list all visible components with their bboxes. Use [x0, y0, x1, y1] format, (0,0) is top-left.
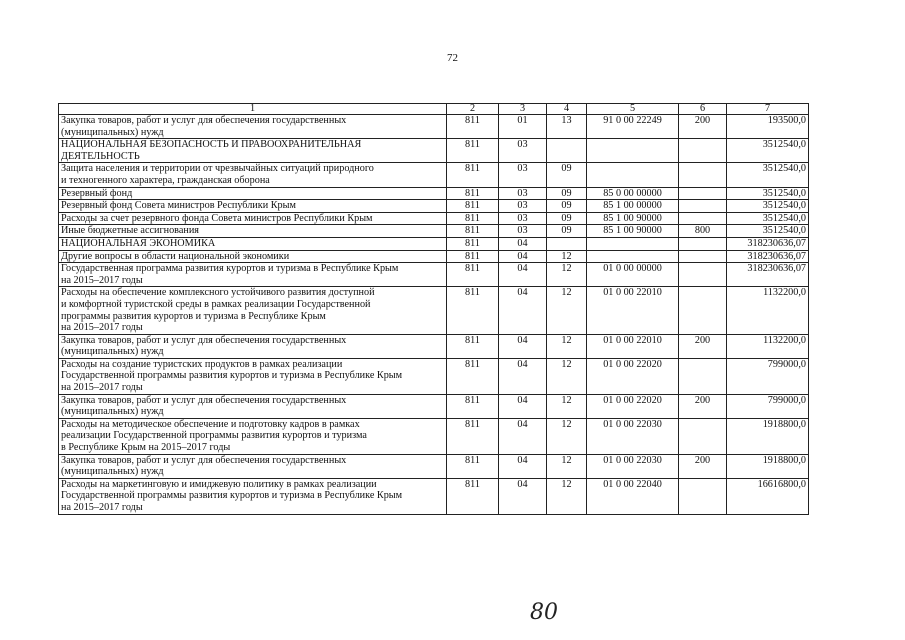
row-section-cell: 01: [499, 115, 547, 139]
row-amount-cell: 3512540,0: [727, 225, 809, 238]
table-row: [59, 212, 809, 225]
table-row: [59, 334, 809, 358]
header-cell: 4: [547, 104, 587, 115]
row-name-cell: Закупка товаров, работ и услуг для обеспечения государственных (муниципальных) нужд: [59, 334, 447, 358]
row-subsection-cell: 09: [547, 163, 587, 187]
row-subsection-cell: 12: [547, 478, 587, 514]
row-subsection-cell: 12: [547, 358, 587, 394]
row-code-cell: 811: [447, 358, 499, 394]
row-name-cell: Иные бюджетные ассигнования: [59, 225, 447, 238]
row-section-cell: 04: [499, 263, 547, 287]
row-expense-type-cell: 200: [679, 454, 727, 478]
row-target-article-cell: 01 0 00 22030: [587, 454, 679, 478]
row-amount-cell: 1132200,0: [727, 287, 809, 334]
row-code-cell: 811: [447, 200, 499, 213]
row-target-article-cell: [587, 139, 679, 163]
header-cell: 1: [59, 104, 447, 115]
row-expense-type-cell: 200: [679, 334, 727, 358]
row-expense-type-cell: [679, 287, 727, 334]
row-name-cell: Расходы на маркетинговую и имиджевую политику в рамках реализации Государственной программы развития курортов и туризма в Республике Крым на 2015–2017 годы: [59, 478, 447, 514]
header-cell: 5: [587, 104, 679, 115]
row-subsection-cell: 12: [547, 263, 587, 287]
row-section-cell: 03: [499, 200, 547, 213]
row-section-cell: 04: [499, 250, 547, 263]
row-subsection-cell: 13: [547, 115, 587, 139]
row-section-cell: 04: [499, 454, 547, 478]
row-expense-type-cell: [679, 263, 727, 287]
row-code-cell: 811: [447, 287, 499, 334]
row-expense-type-cell: [679, 478, 727, 514]
row-name-cell: Резервный фонд: [59, 187, 447, 200]
row-subsection-cell: 09: [547, 200, 587, 213]
row-expense-type-cell: [679, 139, 727, 163]
row-section-cell: 04: [499, 394, 547, 418]
row-section-cell: 04: [499, 358, 547, 394]
table-row: [59, 187, 809, 200]
row-amount-cell: 3512540,0: [727, 139, 809, 163]
row-target-article-cell: 01 0 00 22010: [587, 334, 679, 358]
table-row: [59, 225, 809, 238]
row-name-cell: НАЦИОНАЛЬНАЯ ЭКОНОМИКА: [59, 237, 447, 250]
row-target-article-cell: 01 0 00 22010: [587, 287, 679, 334]
row-subsection-cell: [547, 139, 587, 163]
row-subsection-cell: 12: [547, 454, 587, 478]
table-row: [59, 237, 809, 250]
row-amount-cell: 3512540,0: [727, 163, 809, 187]
row-name-cell: Расходы за счет резервного фонда Совета министров Республики Крым: [59, 212, 447, 225]
header-cell: 6: [679, 104, 727, 115]
row-amount-cell: 1918800,0: [727, 418, 809, 454]
row-expense-type-cell: [679, 237, 727, 250]
row-code-cell: 811: [447, 334, 499, 358]
header-cell: 3: [499, 104, 547, 115]
row-expense-type-cell: [679, 200, 727, 213]
row-expense-type-cell: [679, 187, 727, 200]
row-name-cell: Расходы на создание туристских продуктов в рамках реализации Государственной программы развития курортов и туризма в Республике Крым на 2015–2017 годы: [59, 358, 447, 394]
row-name-cell: Защита населения и территории от чрезвычайных ситуаций природного и техногенного характера, гражданская оборона: [59, 163, 447, 187]
row-code-cell: 811: [447, 263, 499, 287]
row-section-cell: 03: [499, 139, 547, 163]
row-target-article-cell: 01 0 00 22040: [587, 478, 679, 514]
table-row: [59, 139, 809, 163]
row-target-article-cell: [587, 237, 679, 250]
row-section-cell: 03: [499, 187, 547, 200]
row-subsection-cell: 09: [547, 187, 587, 200]
row-expense-type-cell: 200: [679, 115, 727, 139]
row-section-cell: 04: [499, 418, 547, 454]
row-section-cell: 04: [499, 287, 547, 334]
row-expense-type-cell: [679, 212, 727, 225]
row-target-article-cell: 01 0 00 22030: [587, 418, 679, 454]
row-target-article-cell: 85 1 00 90000: [587, 225, 679, 238]
table-row: [59, 263, 809, 287]
row-subsection-cell: 12: [547, 334, 587, 358]
row-amount-cell: 318230636,07: [727, 237, 809, 250]
row-name-cell: НАЦИОНАЛЬНАЯ БЕЗОПАСНОСТЬ И ПРАВООХРАНИТЕЛЬНАЯ ДЕЯТЕЛЬНОСТЬ: [59, 139, 447, 163]
page-number: 72: [447, 52, 458, 64]
row-amount-cell: 3512540,0: [727, 187, 809, 200]
row-target-article-cell: 01 0 00 22020: [587, 394, 679, 418]
row-amount-cell: 799000,0: [727, 394, 809, 418]
row-target-article-cell: 01 0 00 00000: [587, 263, 679, 287]
row-amount-cell: 16616800,0: [727, 478, 809, 514]
row-name-cell: Закупка товаров, работ и услуг для обеспечения государственных (муниципальных) нужд: [59, 394, 447, 418]
table-row: [59, 358, 809, 394]
table-row: [59, 418, 809, 454]
row-amount-cell: 3512540,0: [727, 212, 809, 225]
row-expense-type-cell: 800: [679, 225, 727, 238]
row-amount-cell: 318230636,07: [727, 250, 809, 263]
row-amount-cell: 318230636,07: [727, 263, 809, 287]
row-code-cell: 811: [447, 237, 499, 250]
row-name-cell: Резервный фонд Совета министров Республики Крым: [59, 200, 447, 213]
row-target-article-cell: [587, 163, 679, 187]
row-code-cell: 811: [447, 418, 499, 454]
row-section-cell: 04: [499, 237, 547, 250]
row-section-cell: 04: [499, 334, 547, 358]
row-subsection-cell: [547, 237, 587, 250]
row-amount-cell: 3512540,0: [727, 200, 809, 213]
row-target-article-cell: 91 0 00 22249: [587, 115, 679, 139]
row-section-cell: 03: [499, 163, 547, 187]
row-subsection-cell: 09: [547, 212, 587, 225]
row-target-article-cell: 85 1 00 00000: [587, 200, 679, 213]
header-cell: 2: [447, 104, 499, 115]
row-target-article-cell: 85 1 00 90000: [587, 212, 679, 225]
row-subsection-cell: 12: [547, 250, 587, 263]
row-subsection-cell: 12: [547, 287, 587, 334]
row-amount-cell: 799000,0: [727, 358, 809, 394]
budget-table: [58, 103, 809, 515]
table-row: [59, 250, 809, 263]
row-amount-cell: 1918800,0: [727, 454, 809, 478]
table-row: [59, 163, 809, 187]
row-code-cell: 811: [447, 163, 499, 187]
row-code-cell: 811: [447, 478, 499, 514]
table-row: [59, 394, 809, 418]
row-subsection-cell: 12: [547, 418, 587, 454]
row-code-cell: 811: [447, 250, 499, 263]
table-header-row: [59, 104, 809, 115]
row-target-article-cell: [587, 250, 679, 263]
row-name-cell: Закупка товаров, работ и услуг для обеспечения государственных (муниципальных) нужд: [59, 115, 447, 139]
row-target-article-cell: 85 0 00 00000: [587, 187, 679, 200]
row-code-cell: 811: [447, 187, 499, 200]
row-name-cell: Расходы на обеспечение комплексного устойчивого развития доступной и комфортной туристской среды в рамках реализации Государственной программы развития курортов и туризма в Республике Крым на 2015–2017 годы: [59, 287, 447, 334]
table-row: [59, 287, 809, 334]
row-expense-type-cell: [679, 250, 727, 263]
row-code-cell: 811: [447, 212, 499, 225]
row-name-cell: Другие вопросы в области национальной экономики: [59, 250, 447, 263]
row-amount-cell: 1132200,0: [727, 334, 809, 358]
row-subsection-cell: 12: [547, 394, 587, 418]
row-section-cell: 03: [499, 225, 547, 238]
header-cell: 7: [727, 104, 809, 115]
row-code-cell: 811: [447, 454, 499, 478]
table-row: [59, 115, 809, 139]
row-name-cell: Закупка товаров, работ и услуг для обеспечения государственных (муниципальных) нужд: [59, 454, 447, 478]
row-name-cell: Расходы на методическое обеспечение и подготовку кадров в рамках реализации Государственной программы развития курортов и туризма в Республике Крым на 2015–2017 годы: [59, 418, 447, 454]
table-row: [59, 200, 809, 213]
handwritten-page-number: 80: [530, 600, 558, 625]
row-amount-cell: 193500,0: [727, 115, 809, 139]
row-code-cell: 811: [447, 394, 499, 418]
row-code-cell: 811: [447, 225, 499, 238]
row-target-article-cell: 01 0 00 22020: [587, 358, 679, 394]
row-expense-type-cell: [679, 163, 727, 187]
row-expense-type-cell: [679, 358, 727, 394]
row-expense-type-cell: [679, 418, 727, 454]
table-row: [59, 454, 809, 478]
row-code-cell: 811: [447, 139, 499, 163]
row-code-cell: 811: [447, 115, 499, 139]
row-section-cell: 04: [499, 478, 547, 514]
row-subsection-cell: 09: [547, 225, 587, 238]
table-row: [59, 478, 809, 514]
row-expense-type-cell: 200: [679, 394, 727, 418]
row-section-cell: 03: [499, 212, 547, 225]
row-name-cell: Государственная программа развития курортов и туризма в Республике Крым на 2015–2017 годы: [59, 263, 447, 287]
